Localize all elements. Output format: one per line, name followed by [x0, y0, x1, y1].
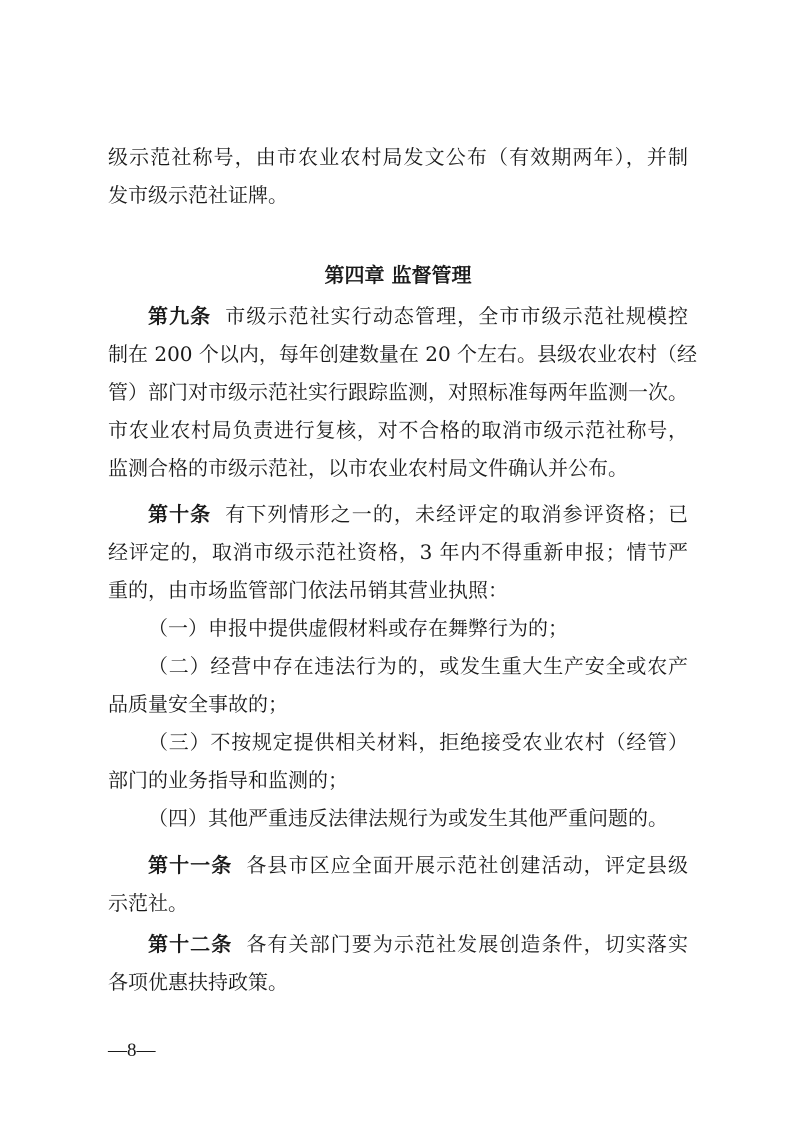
article-10 — [108, 495, 688, 837]
text-line: 品质量安全事故的； — [108, 692, 288, 716]
article-label: 第十二条 — [148, 932, 233, 956]
text-line: 经评定的，取消市级示范社资格，3 年内不得重新申报；情节严 — [108, 540, 688, 564]
text-line: 市级示范社实行动态管理，全市市级示范社规模控 — [225, 304, 688, 328]
article-12 — [108, 925, 688, 1001]
text-line: 市农业农村局负责进行复核，对不合格的取消市级示范社称号， — [108, 418, 688, 442]
text-line: 监测合格的市级示范社，以市农业农村局文件确认并公布。 — [108, 456, 628, 480]
chapter-title: 第四章 监督管理 — [324, 263, 472, 287]
article-9 — [108, 297, 698, 487]
text-line: 制在 200 个以内，每年创建数量在 20 个左右。县级农业农村（经 — [108, 342, 698, 366]
text-line: 发市级示范社证牌。 — [108, 183, 288, 207]
article-11 — [108, 846, 688, 922]
text-line: 级示范社称号，由市农业农村局发文公布（有效期两年），并制 — [108, 145, 688, 169]
text-line: 有下列情形之一的，未经评定的取消参评资格；已 — [225, 502, 688, 526]
list-item: （一）申报中提供虚假材料或存在舞弊行为的； — [148, 616, 568, 640]
article-label: 第十条 — [148, 502, 212, 526]
text-line: 各项优惠扶持政策。 — [108, 970, 288, 994]
text-line: 各有关部门要为示范社发展创造条件，切实落实 — [246, 932, 689, 956]
intro-paragraph — [108, 138, 688, 214]
text-line: 各县市区应全面开展示范社创建活动，评定县级 — [246, 853, 689, 877]
list-item: （三）不按规定提供相关材料，拒绝接受农业农村（经管） — [148, 730, 688, 754]
list-item: （二）经营中存在违法行为的，或发生重大生产安全或农产 — [148, 654, 688, 678]
text-line: 示范社。 — [108, 891, 188, 915]
text-line: 重的，由市场监管部门依法吊销其营业执照： — [108, 578, 508, 602]
text-line: 管）部门对市级示范社实行跟踪监测，对照标准每两年监测一次。 — [108, 380, 688, 404]
text-line: 部门的业务指导和监测的； — [108, 768, 348, 792]
list-item: （四）其他严重违反法律法规行为或发生其他严重问题的。 — [148, 806, 668, 830]
article-label: 第十一条 — [148, 853, 233, 877]
page-number: —8— — [108, 1040, 156, 1061]
article-label: 第九条 — [148, 304, 212, 328]
chapter-heading — [108, 256, 688, 294]
